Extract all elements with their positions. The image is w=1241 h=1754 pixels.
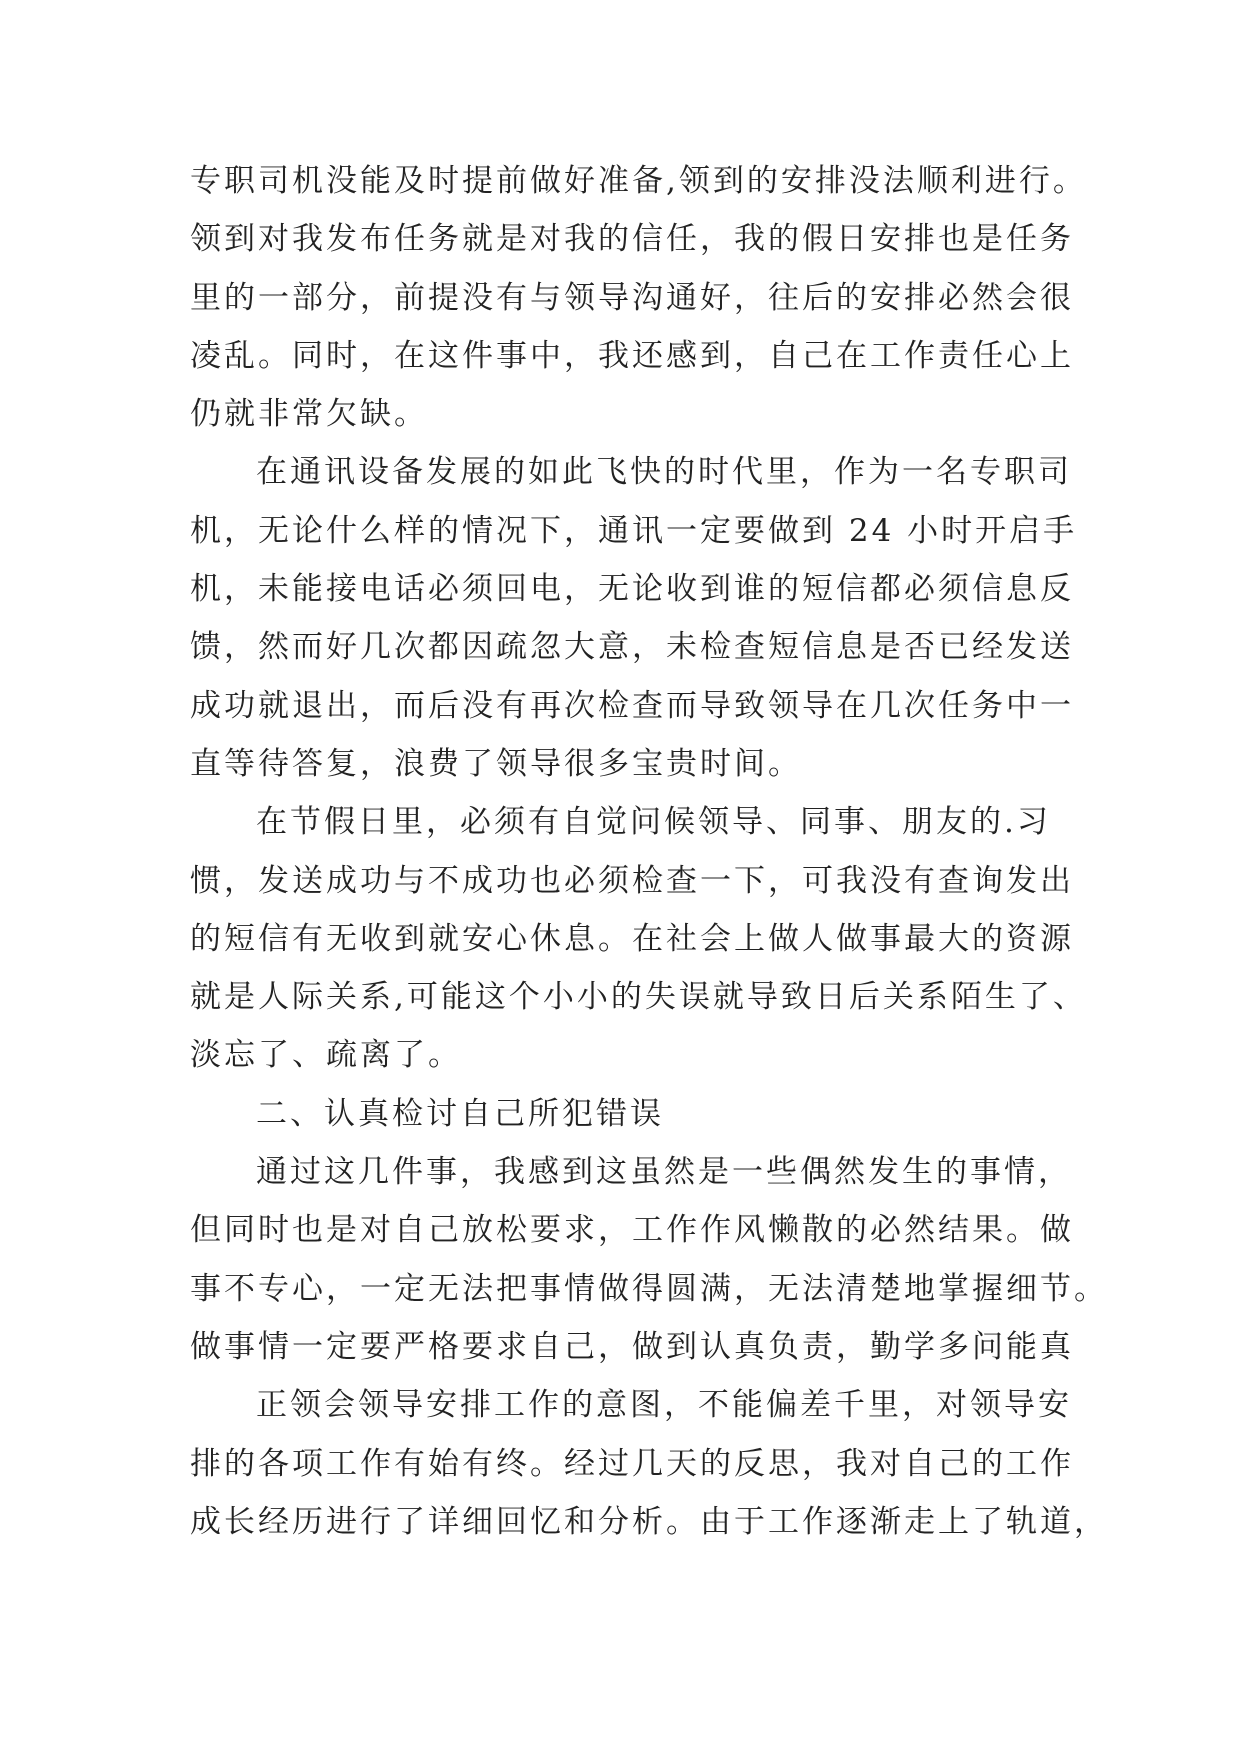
text-line: 淡忘了、疏离了。 [190, 1037, 462, 1074]
text-line: 直等待答复，浪费了领导很多宝贵时间。 [190, 745, 802, 782]
text-line: 机，未能接电话必须回电，无论收到谁的短信都必须信息反 [190, 571, 1074, 608]
text-line: 但同时也是对自己放松要求，工作作风懒散的必然结果。做 [190, 1212, 1074, 1249]
text-line: 馈，然而好几次都因疏忽大意，未检查短信息是否已经发送 [190, 629, 1074, 666]
text-line: 里的一部分，前提没有与领导沟通好，往后的安排必然会很 [190, 279, 1074, 316]
text-line: 在节假日里，必须有自觉问候领导、同事、朋友的.习 [256, 804, 1051, 841]
document-body [190, 152, 1108, 1551]
text-line: 仍就非常欠缺。 [190, 396, 428, 433]
text-line: 领到对我发布任务就是对我的信任，我的假日安排也是任务 [190, 221, 1074, 258]
text-line: 惯，发送成功与不成功也必须检查一下，可我没有查询发出 [190, 862, 1074, 899]
text-line: 成功就退出，而后没有再次检查而导致领导在几次任务中一 [190, 687, 1074, 724]
text-line: 就是人际关系,可能这个小小的失误就导致日后关系陌生了、 [190, 979, 1087, 1016]
text-line: 做事情一定要严格要求自己，做到认真负责，勤学多问能真 [190, 1328, 1074, 1365]
text-line: 通过这几件事，我感到这虽然是一些偶然发生的事情， [256, 1154, 1072, 1191]
text-line: 排的各项工作有始有终。经过几天的反思，我对自己的工作 [190, 1445, 1074, 1482]
text-line: 专职司机没能及时提前做好准备,领到的安排没法顺利进行。 [190, 163, 1087, 199]
text-line: 成长经历进行了详细回忆和分析。由于工作逐渐走上了轨道， [190, 1503, 1108, 1540]
text-line: 的短信有无收到就安心休息。在社会上做人做事最大的资源 [190, 920, 1074, 957]
text-line: 事不专心，一定无法把事情做得圆满，无法清楚地掌握细节。 [190, 1270, 1108, 1307]
text-line: 在通讯设备发展的如此飞快的时代里，作为一名专职司 [256, 454, 1072, 491]
text-line: 机，无论什么样的情况下，通讯一定要做到 24 小时开启手 [190, 512, 1078, 549]
text-line: 凌乱。同时，在这件事中，我还感到，自己在工作责任心上 [190, 337, 1074, 374]
text-line: 正领会领导安排工作的意图，不能偏差千里，对领导安 [256, 1387, 1072, 1424]
section-heading: 二、认真检讨自己所犯错误 [256, 1095, 664, 1132]
